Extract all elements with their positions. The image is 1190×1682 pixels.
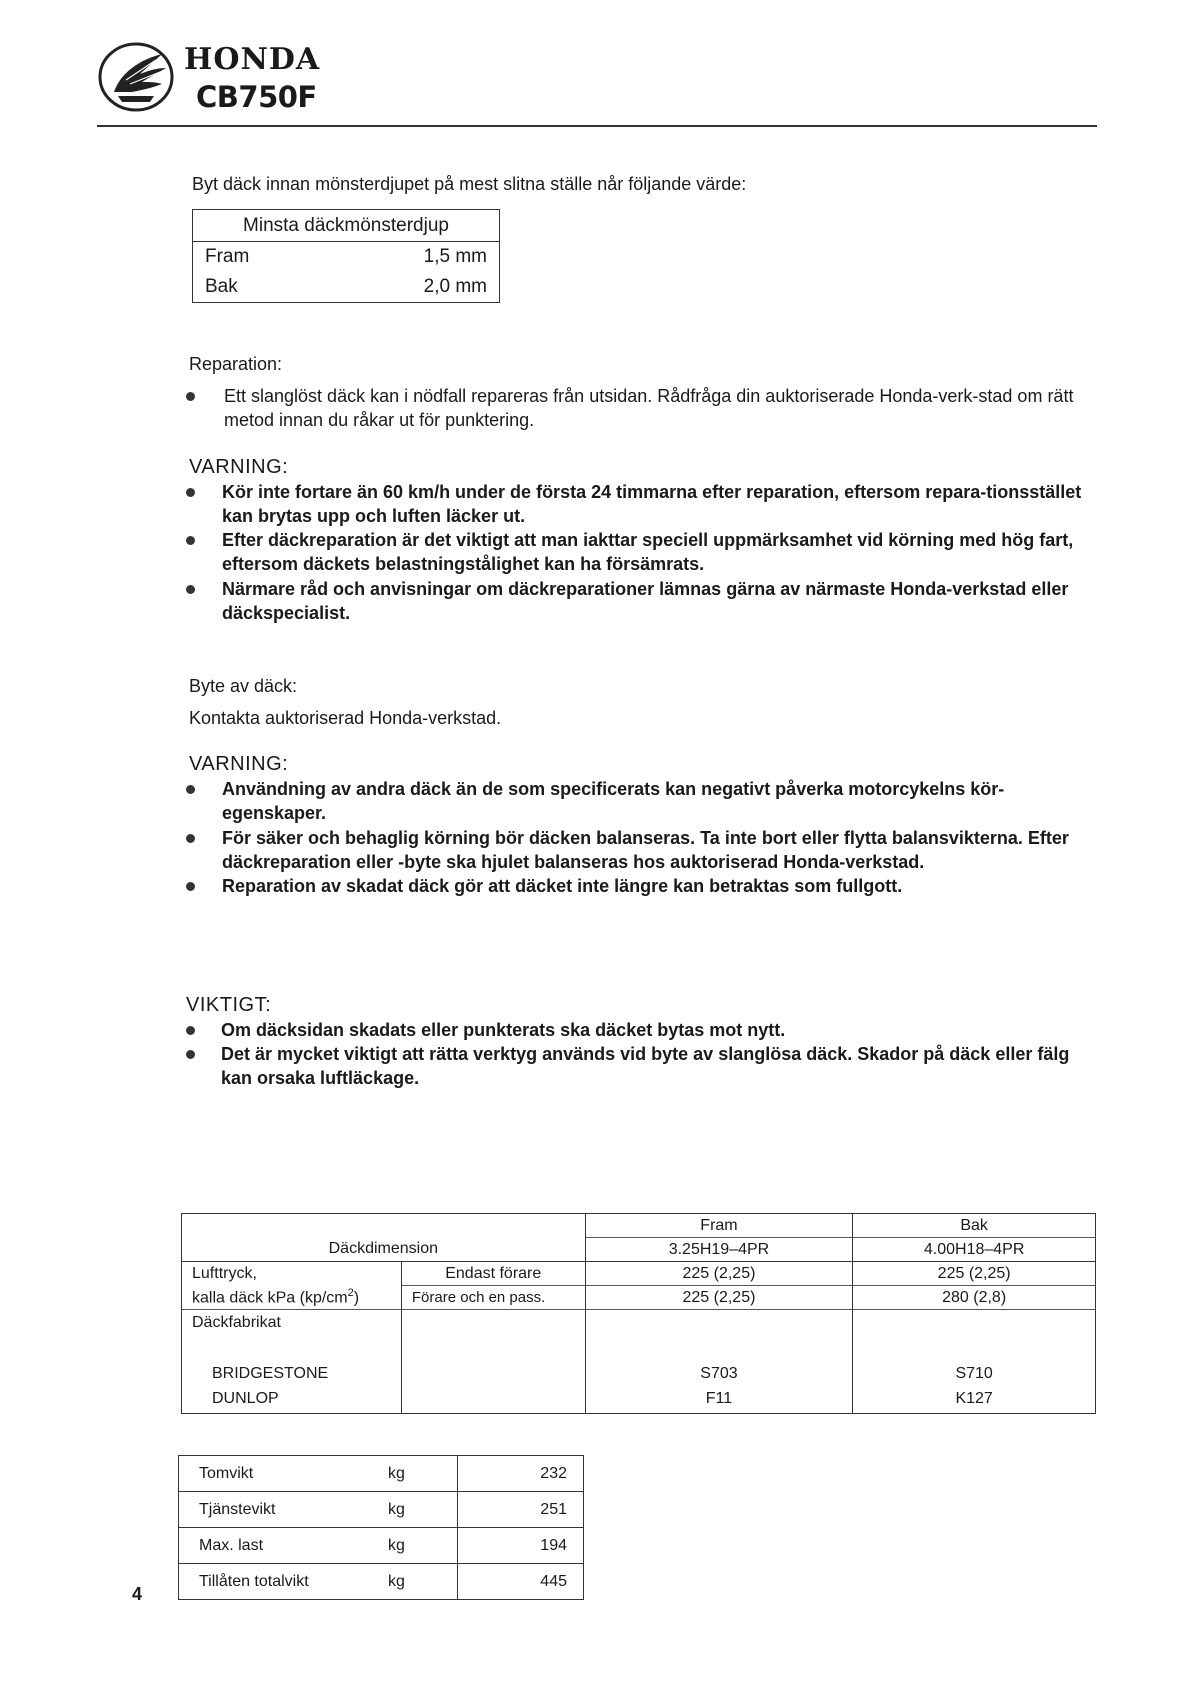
weight-unit: kg	[378, 1528, 458, 1564]
list-item	[186, 826, 1086, 874]
repair-heading: Reparation:	[189, 354, 283, 374]
weight-unit: kg	[378, 1456, 458, 1492]
table-row	[182, 1310, 1096, 1337]
make-rear: S710	[853, 1362, 1096, 1385]
front-pressure-pass: 225 (2,25)	[585, 1286, 853, 1310]
make-name: DUNLOP	[182, 1385, 402, 1414]
table-row	[179, 1528, 584, 1564]
tread-label: Fram	[205, 246, 250, 267]
warning-heading: VARNING:	[189, 456, 289, 478]
bullet-icon	[186, 1026, 195, 1035]
list-item	[186, 874, 1086, 900]
rear-pressure-rider: 225 (2,25)	[853, 1262, 1096, 1286]
list-item	[186, 1018, 1086, 1044]
bullet-icon	[186, 488, 195, 497]
table-row	[182, 1238, 1096, 1262]
tyre-change-text: Kontakta auktoriserad Honda-verkstad.	[189, 708, 502, 728]
list-item	[186, 384, 1086, 434]
tread-value: 2,0 mm	[423, 276, 487, 297]
weight-value: 251	[458, 1492, 584, 1528]
weight-label: Tillåten totalvikt	[179, 1564, 379, 1600]
bullet-icon	[186, 536, 195, 545]
bullet-text: Det är mycket viktigt att rätta verktyg används vid byte av slanglösa däck. Skador på däck eller fälg kan orsaka luftläckage.	[221, 1044, 1070, 1088]
list-item	[186, 480, 1086, 528]
table-row	[179, 1492, 584, 1528]
page-number: 4	[132, 1584, 143, 1604]
make-front: S703	[585, 1362, 853, 1385]
weight-value: 445	[458, 1564, 584, 1600]
honda-wing-logo	[96, 40, 178, 114]
list-item	[186, 777, 1086, 825]
tyre-spec-table	[181, 1213, 1096, 1414]
bullet-icon	[186, 585, 195, 594]
table-row	[179, 1564, 584, 1600]
weight-label: Max. last	[179, 1528, 379, 1564]
brand-name: HONDA	[184, 42, 321, 77]
dimension-label: Däckdimension	[182, 1238, 586, 1262]
model-name: CB750F	[196, 80, 317, 114]
header-rule	[97, 125, 1097, 127]
table-row	[182, 1214, 1096, 1238]
bullet-text: För säker och behaglig körning bör däcken balanseras. Ta inte bort eller flytta balansvikterna. Efter däckreparation eller -byte ska hjulet balanseras hos auktoriserad Honda-verkstad.	[222, 828, 1069, 872]
col-header-rear: Bak	[853, 1214, 1096, 1238]
weight-label: Tomvikt	[179, 1456, 379, 1492]
list-item	[186, 577, 1086, 625]
bullet-icon	[186, 834, 195, 843]
bullet-text: Ett slanglöst däck kan i nödfall repareras från utsidan. Rådfråga din auktoriserade Honda-verk-stad om rätt metod innan du råkar ut för punktering.	[224, 386, 1074, 430]
bullet-icon	[186, 785, 195, 794]
dimension-front: 3.25H19–4PR	[585, 1238, 853, 1262]
table-row	[193, 242, 500, 273]
bullet-text: Närmare råd och anvisningar om däckreparationer lämnas gärna av närmaste Honda-verkstad eller däckspecialist.	[222, 579, 1069, 623]
weight-label: Tjänstevikt	[179, 1492, 379, 1528]
weight-value: 194	[458, 1528, 584, 1564]
bullet-text: Efter däckreparation är det viktigt att man iakttar speciell uppmärksamhet vid körning med hög fart, eftersom däckets belastningstålighet kan ha försämrats.	[222, 530, 1074, 574]
rear-pressure-pass: 280 (2,8)	[853, 1286, 1096, 1310]
tread-table-title: Minsta däckmönsterdjup	[193, 210, 500, 242]
table-row	[182, 1336, 1096, 1362]
tread-value: 1,5 mm	[423, 246, 487, 267]
table-row	[182, 1262, 1096, 1286]
weight-unit: kg	[378, 1564, 458, 1600]
table-row	[182, 1362, 1096, 1385]
make-rear: K127	[853, 1385, 1096, 1414]
bullet-icon	[186, 882, 195, 891]
bullet-text: Om däcksidan skadats eller punkterats ska däcket bytas mot nytt.	[221, 1020, 786, 1040]
table-row	[182, 1286, 1096, 1310]
weight-value: 232	[458, 1456, 584, 1492]
table-row	[179, 1456, 584, 1492]
pressure-label: Lufttryck,	[182, 1262, 402, 1286]
weight-unit: kg	[378, 1492, 458, 1528]
bullet-icon	[186, 1050, 195, 1059]
warning-heading: VARNING:	[189, 753, 289, 775]
make-name: BRIDGESTONE	[182, 1362, 402, 1385]
weight-table	[178, 1455, 584, 1600]
bullet-text: Användning av andra däck än de som specificerats kan negativt påverka motorcykelns kör-egenskaper.	[222, 779, 1005, 823]
list-item	[186, 1042, 1086, 1090]
tread-label: Bak	[205, 276, 238, 297]
table-row	[182, 1385, 1096, 1414]
bullet-text: Reparation av skadat däck gör att däcket inte längre kan betraktas som fullgott.	[222, 876, 903, 896]
tyre-change-heading: Byte av däck:	[189, 676, 298, 696]
bullet-text: Kör inte fortare än 60 km/h under de första 24 timmarna efter reparation, eftersom repara-tionsstället kan brytas upp och luften läcker ut.	[222, 482, 1082, 526]
tread-depth-table	[192, 209, 500, 303]
bullet-icon	[186, 392, 195, 401]
intro-text: Byt däck innan mönsterdjupet på mest slitna ställe når följande värde:	[192, 174, 747, 194]
rider-only-label: Endast förare	[401, 1262, 585, 1286]
important-heading: VIKTIGT:	[186, 994, 272, 1016]
dimension-rear: 4.00H18–4PR	[853, 1238, 1096, 1262]
make-label: Däckfabrikat	[182, 1310, 402, 1337]
table-row	[193, 272, 500, 303]
list-item	[186, 528, 1086, 576]
col-header-front: Fram	[585, 1214, 853, 1238]
pressure-unit-label: kalla däck kPa $(kp/cm^2)$	[182, 1286, 402, 1310]
rider-pass-label: Förare och en pass.	[401, 1286, 585, 1310]
make-front: F11	[585, 1385, 853, 1414]
front-pressure-rider: 225 (2,25)	[585, 1262, 853, 1286]
